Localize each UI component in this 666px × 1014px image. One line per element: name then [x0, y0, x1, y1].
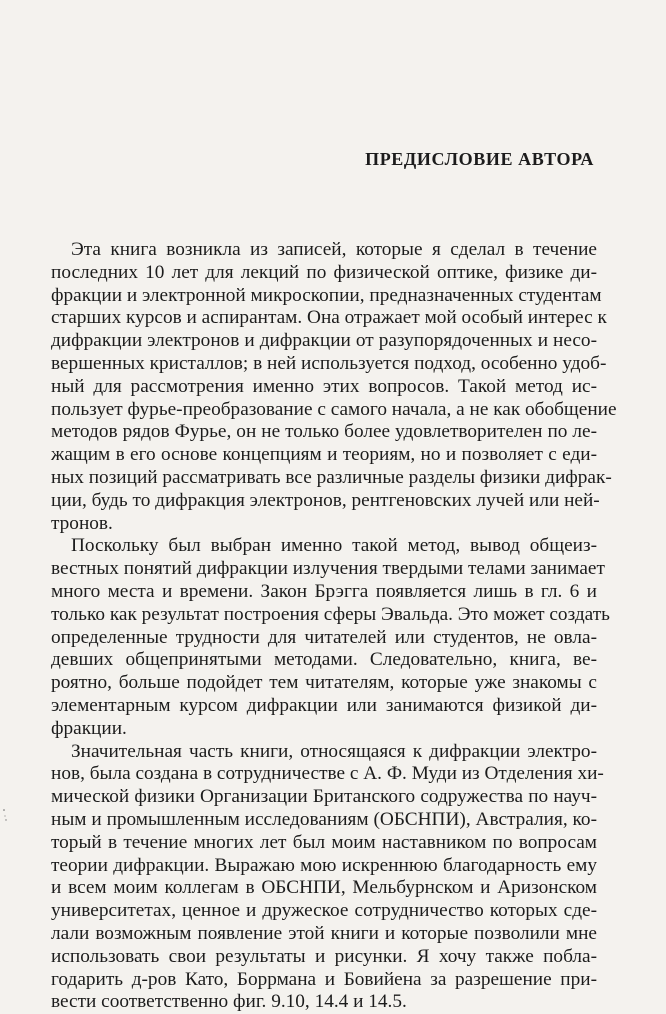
speck-mark-icon — [3, 808, 7, 822]
text-line: нов, была создана в сотрудничестве с А. Ф. Муди из Отделения хи- — [51, 763, 604, 785]
text-line: использовать свои результаты и рисунки. Я хочу также побла- — [51, 945, 597, 967]
page-title: ПРЕДИСЛОВИЕ АВТОРА — [365, 149, 594, 169]
paragraph-1 — [31, 239, 617, 535]
text-line: Значительная часть книги, относящаяся к дифракции электро- — [71, 740, 597, 762]
text-line: ции, будь то дифракция электронов, рентгеновских лучей или ней- — [51, 489, 600, 511]
text-line: жащим в его основе концепциям и теориям, но и позволяет с еди- — [51, 444, 597, 466]
text-line: дифракции электронов и дифракции от разупорядоченных и несо- — [51, 330, 597, 352]
text-line: роятно, больше подойдет тем читателям, которые уже знакомы с — [51, 672, 597, 694]
text-line: девших общепринятыми методами. Следовательно, книга, ве- — [51, 649, 597, 671]
text-line: вершенных кристаллов; в ней используется подход, особенно удоб- — [51, 352, 607, 374]
text-line: вестных понятий дифракции излучения твердыми телами занимает — [51, 558, 605, 580]
text-line: пользует фурье-преобразование с самого начала, а не как обобщение — [51, 398, 617, 420]
text-line: ным и промышленным исследованиям (ОБСНПИ), Австралия, ко- — [51, 808, 597, 830]
text-line: последних 10 лет для лекций по физической оптике, физике ди- — [51, 261, 597, 283]
text-line: элементарным курсом дифракции или занимаются физикой ди- — [51, 694, 597, 716]
text-line: Поскольку был выбран именно такой метод, вывод общеиз- — [71, 535, 597, 557]
text-line: только как результат построения сферы Эвальда. Это может создать — [51, 603, 610, 625]
margin-speck — [3, 808, 5, 822]
text-line: лали возможным появление этой книги и которые позволили мне — [51, 922, 597, 944]
preface-body — [31, 239, 617, 1014]
text-line: мической физики Организации Британского содружества по науч- — [51, 786, 597, 808]
text-line: торый в течение многих лет был моим наставником по вопросам — [51, 831, 597, 853]
text-line: теории дифракции. Выражаю мою искреннюю благодарность ему — [51, 854, 597, 876]
paragraph-2 — [31, 535, 610, 740]
paragraph-3 — [31, 740, 604, 1014]
text-line: фракции и электронной микроскопии, предназначенных студентам — [51, 284, 602, 306]
text-line: фракции. — [51, 717, 127, 739]
text-line: определенные трудности для читателей или студентов, не овла- — [51, 626, 597, 648]
text-line: много места и времени. Закон Брэгга появляется лишь в гл. 6 и — [51, 580, 597, 602]
text-line: и всем моим коллегам в ОБСНПИ, Мельбурнском и Аризонском — [51, 877, 597, 899]
text-line: ных позиций рассматривать все различные разделы физики дифрак- — [51, 466, 612, 488]
text-line: тронов. — [51, 512, 113, 534]
text-line: старших курсов и аспирантам. Она отражает мой особый интерес к — [51, 307, 607, 329]
text-line: ный для рассмотрения именно этих вопросов. Такой метод ис- — [51, 375, 597, 397]
text-line: годарить д-ров Като, Боррмана и Бовийена за разрешение при- — [51, 968, 597, 990]
text-line: университетах, ценное и дружеское сотрудничество которых сде- — [51, 900, 597, 922]
text-line: методов рядов Фурье, он не только более удовлетворителен по ле- — [51, 421, 597, 443]
text-line: Эта книга возникла из записей, которые я сделал в течение — [71, 239, 597, 260]
text-line: вести соответственно фиг. 9.10, 14.4 и 14.5. — [51, 991, 407, 1013]
